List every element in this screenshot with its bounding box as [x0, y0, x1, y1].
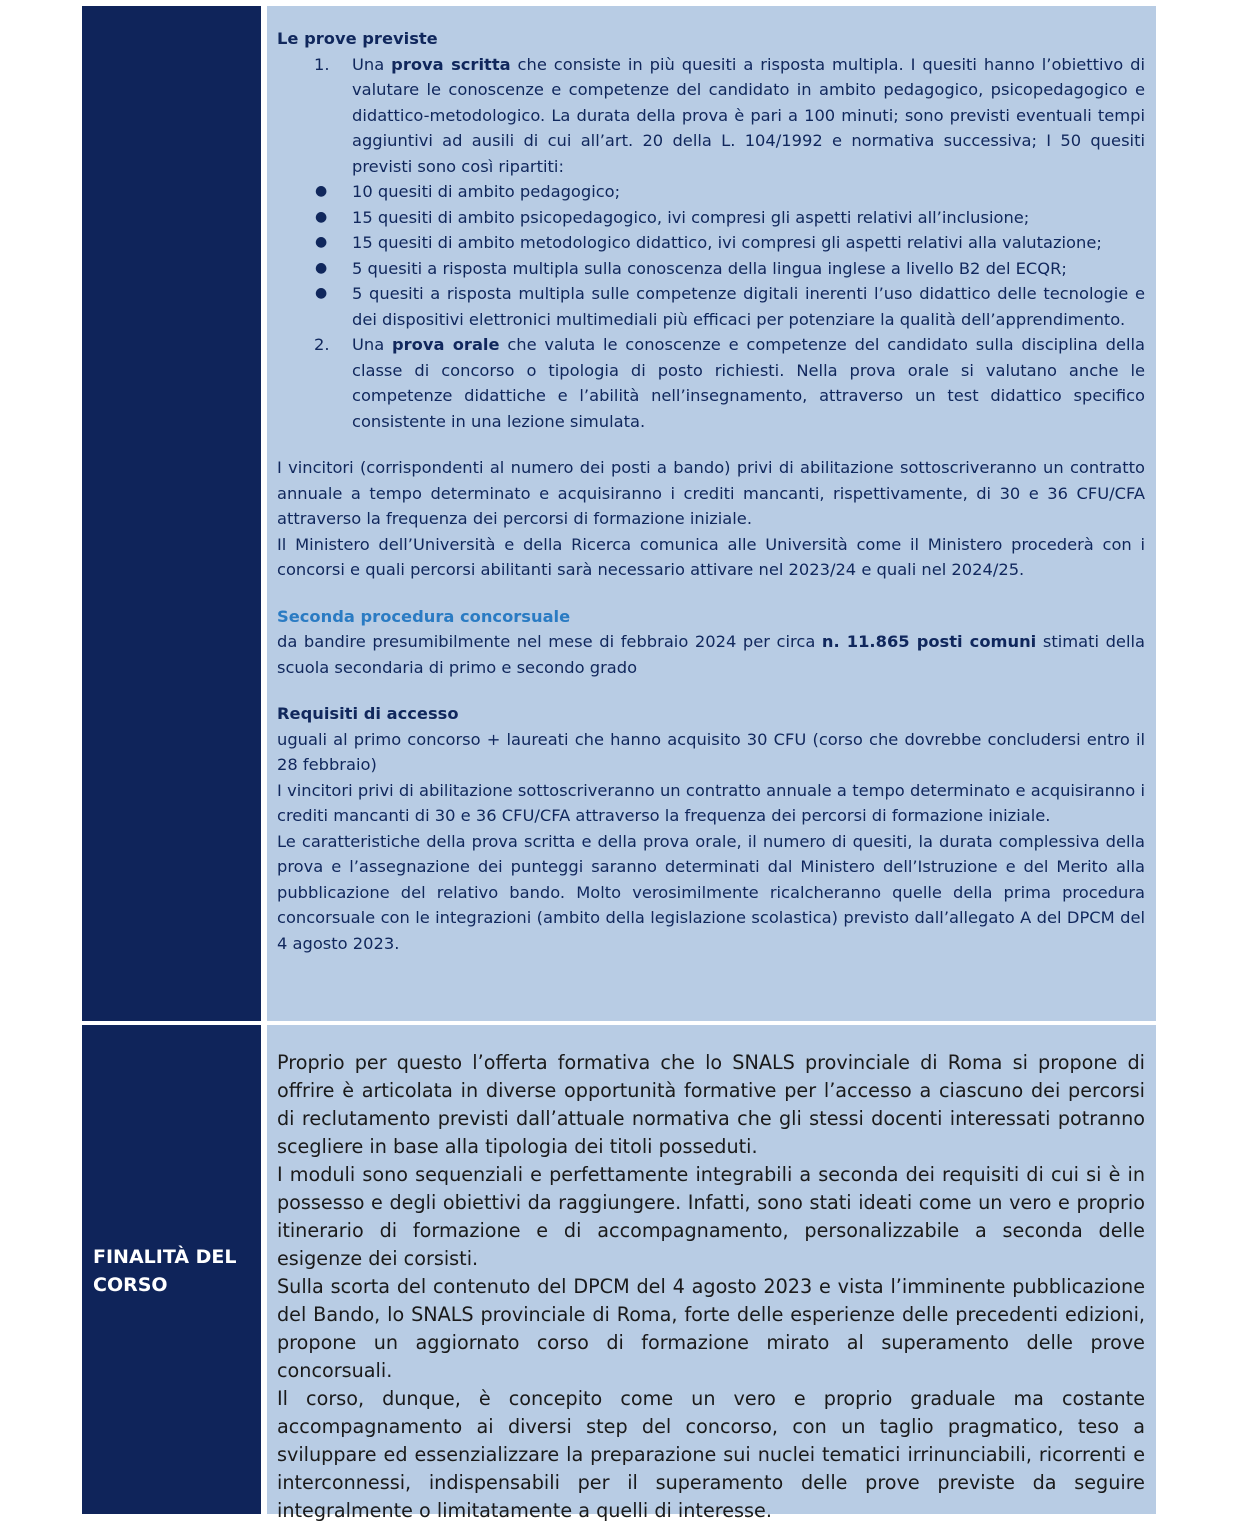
list-item	[277, 230, 1145, 256]
seconda-text: da bandire presumibilmente nel mese di febbraio 2024 per circa	[277, 632, 822, 651]
bullet-icon: ●	[315, 234, 328, 250]
finalita-paragraph-3: Sulla scorta del contenuto del DPCM del 4 agosto 2023 e vista l’imminente pubblicazione del Bando, lo SNALS provinciale di Roma, forte delle esperienze delle precedenti edizioni, propone un aggiornato corso di formazione mirato al superamento delle prove concorsuali.	[277, 1275, 1145, 1382]
list-item-prova-scritta	[277, 52, 1145, 180]
seconda-bold: n. 11.865 posti comuni	[821, 632, 1037, 651]
seconda-procedura-paragraph	[277, 629, 1145, 680]
bullet-icon: ●	[315, 208, 328, 225]
left-cell	[82, 1025, 261, 1514]
left-cell	[82, 6, 261, 1021]
label-line: CORSO	[93, 1274, 168, 1296]
bullet-icon: ●	[315, 285, 328, 301]
finalita-paragraph-2: I moduli sono sequenziali e perfettamente integrabili a seconda dei requisiti di cui si è in possesso e degli obiettivi da raggiungere. Infatti, sono stati ideati come un vero e proprio itinerario di formazione e di accompagnamento, personalizzabile a seconda delle esigenze dei corsisti.	[277, 1163, 1145, 1270]
list-number: 2.	[314, 335, 330, 354]
item-text: Una	[352, 335, 392, 354]
item-text: che valuta le conoscenze e competenze del candidato sulla disciplina della classe di concorso o tipologia di posto richiesti. Nella prova orale si valutano anche le competenze didattiche e l’abilità nell’insegnamento, attraverso un test didattico specifico consistente in una lezione simulata.	[352, 335, 1145, 431]
right-cell	[267, 1025, 1156, 1522]
item-bold: prova scritta	[391, 54, 511, 74]
finalita-label	[93, 1243, 237, 1299]
list-item-prova-orale	[277, 332, 1145, 434]
requisiti-paragraph-3: Le caratteristiche della prova scritta e della prova orale, il numero di quesiti, la durata complessiva della prova e l’assegnazione dei punteggi saranno determinati dal Ministero dell’Istruzione e del Merito alla pubblicazione del relativo bando. Molto verosimilmente ricalcheranno quelle della prima procedura concorsuale con le integrazioni (ambito della legislazione scolastica) previsto dall’allegato A del DPCM del 4 agosto 2023.	[277, 831, 1145, 953]
bullet-text: 5 quesiti a risposta multipla sulla conoscenza della lingua inglese a livello B2 del ECQR;	[352, 258, 1067, 278]
requisiti-title: Requisiti di accesso	[277, 704, 459, 723]
list-item	[277, 205, 1145, 231]
requisiti-paragraph-2: I vincitori privi di abilitazione sottoscriveranno un contratto annuale a tempo determinato e acquisiranno i crediti mancanti di 30 e 36 CFU/CFA attraverso la frequenza dei percorsi di formazione iniziale.	[277, 780, 1145, 825]
bullet-text: 5 quesiti a risposta multipla sulle competenze digitali inerenti l’uso didattico delle tecnologie e dei dispositivi elettronici multimediali più efficaci per potenziare la qualità dell’apprendimento.	[352, 284, 1145, 329]
table-row-finalita	[82, 1025, 1156, 1522]
right-cell	[267, 6, 1156, 1021]
item-text: che consiste in più quesiti a risposta multipla. I quesiti hanno l’obiettivo di valutare le conoscenze e competenze del candidato in ambito pedagogico, psicopedagogico e didattico-metodologico. La durata della prova è pari a 100 minuti; sono previsti eventuali tempi aggiuntivi ad ausili di cui all’art. 20 della L. 104/1992 e normativa successiva; I 50 quesiti previsti sono così ripartiti:	[352, 54, 1145, 176]
bullet-icon: ●	[315, 259, 328, 276]
seconda-text: stimati della scuola secondaria di primo e secondo grado	[277, 632, 1145, 677]
prove-content	[277, 26, 1145, 956]
item-text: Una	[352, 54, 392, 74]
bullet-text: 15 quesiti di ambito metodologico didattico, ivi compresi gli aspetti relativi alla valutazione;	[352, 233, 1102, 252]
ministero-paragraph: Il Ministero dell’Università e della Ricerca comunica alle Università come il Ministero procederà con i concorsi e quali percorsi abilitanti sarà necessario attivare nel 2023/24 e quali nel 2024/25.	[277, 534, 1145, 579]
list-item	[277, 281, 1145, 332]
bullet-icon: ●	[315, 183, 328, 199]
bullet-text: 15 quesiti di ambito psicopedagogico, ivi compresi gli aspetti relativi all’inclusione;	[352, 207, 1030, 227]
finalita-content	[277, 1049, 1145, 1525]
requisiti-paragraph-1: uguali al primo concorso + laureati che hanno acquisito 30 CFU (corso che dovrebbe concludersi entro il 28 febbraio)	[277, 729, 1145, 774]
table-row-prove	[82, 6, 1156, 1021]
seconda-procedura-title: Seconda procedura concorsuale	[277, 606, 571, 626]
list-item	[277, 179, 1145, 205]
prove-title: Le prove previste	[277, 29, 438, 48]
finalita-paragraph-1: Proprio per questo l’offerta formativa che lo SNALS provinciale di Roma si propone di offrire è articolata in diverse opportunità formative per l’accesso a ciascuno dei percorsi di reclutamento previsti dall’attuale normativa che gli stessi docenti interessati potranno scegliere in base alla tipologia dei titoli posseduti.	[277, 1051, 1145, 1158]
finalita-paragraph-4: Il corso, dunque, è concepito come un vero e proprio graduale ma costante accompagnamento ai diversi step del concorso, con un taglio pragmatico, teso a sviluppare ed essenzializzare la preparazione sui nuclei tematici irrinunciabili, ricorrenti e interconnessi, indispensabili per il superamento delle prove previste da seguire integralmente o limitatamente a quelli di interesse.	[277, 1387, 1145, 1522]
list-number: 1.	[314, 54, 330, 74]
list-item	[277, 256, 1145, 282]
label-line: FINALITÀ DEL	[93, 1246, 237, 1268]
vincitori-paragraph: I vincitori (corrispondenti al numero dei posti a bando) privi di abilitazione sottoscriveranno un contratto annuale a tempo determinato e acquisiranno i crediti mancanti, rispettivamente, di 30 e 36 CFU/CFA attraverso la frequenza dei percorsi di formazione iniziale.	[277, 458, 1145, 528]
bullet-text: 10 quesiti di ambito pedagogico;	[352, 182, 621, 201]
item-bold: prova orale	[392, 335, 500, 354]
